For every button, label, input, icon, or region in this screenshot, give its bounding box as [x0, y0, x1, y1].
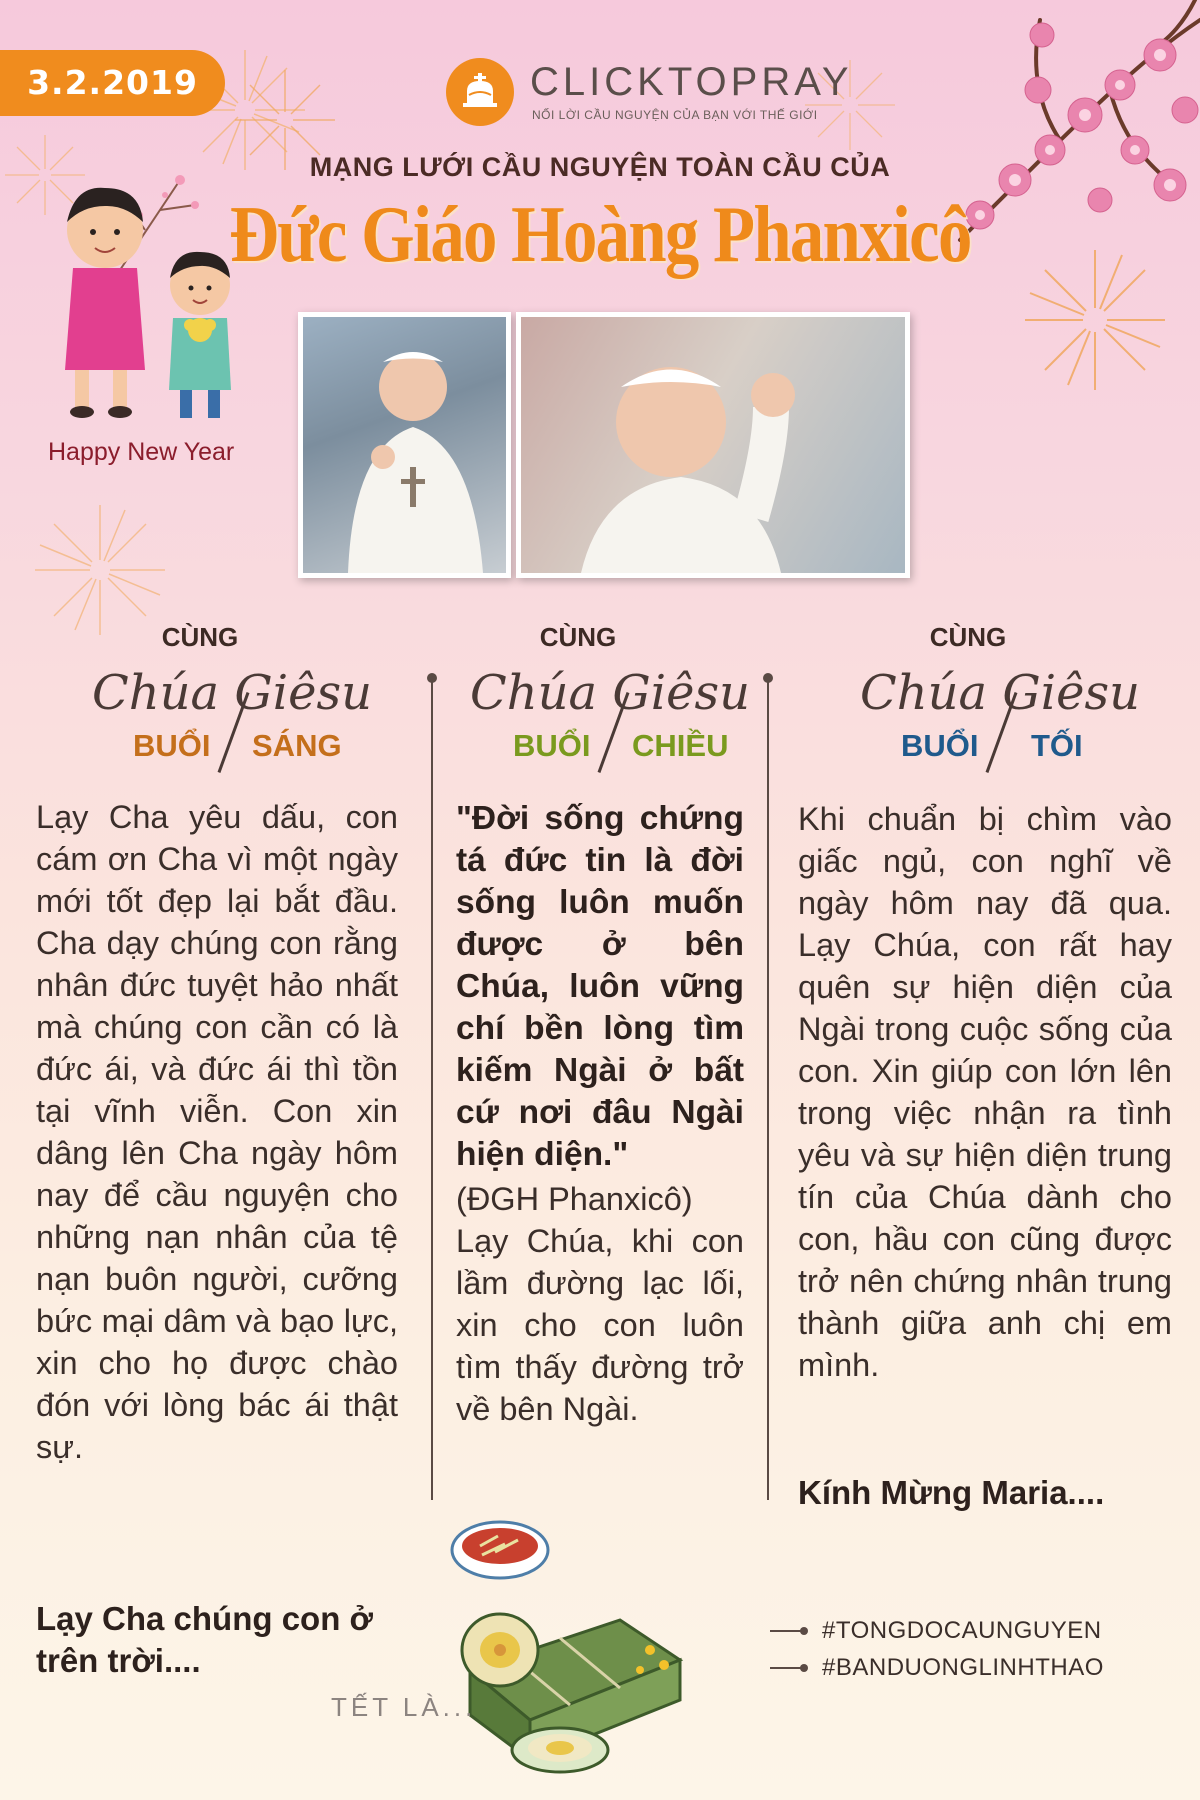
children-illustration — [45, 160, 265, 430]
col1-part1: BUỔI — [133, 728, 211, 763]
tet-label: TẾT LÀ... — [331, 1692, 477, 1722]
col2-cung: CÙNG — [539, 622, 617, 652]
network-title: MẠNG LƯỚI CẦU NGUYỆN TOÀN CẦU CỦA — [309, 152, 891, 182]
page-title: Đức Giáo Hoàng Phanxicô — [229, 191, 971, 279]
greeting-text: Happy New Year — [48, 438, 235, 466]
date-badge: 3.2.2019 — [0, 50, 225, 116]
col3-body: Khi chuẩn bị chìm vào giấc ngủ, con nghĩ về ngày hôm nay đã qua. Lạy Chúa, con rất hay quên sự hiện diện của Ngài trong cuộc sống của con. Xin giúp con lớn lên trong việc nhận ra tình yêu và sự hiện diện trung tín của Chúa dành cho con, hầu con cũng được trở nên chứng nhân trung thành giữa anh chị em mình. — [798, 801, 1172, 1383]
col3-part1: BUỔI — [901, 728, 979, 763]
brand-name: CLICKTOPRAY — [530, 60, 853, 104]
column-divider — [767, 680, 769, 1500]
col1-cung: CÙNG — [161, 622, 239, 652]
hashtag-1[interactable]: #TONGDOCAUNGUYEN — [822, 1617, 1102, 1644]
hashtag-line — [770, 1667, 805, 1669]
hashtag-line — [770, 1630, 805, 1632]
col2-part2: CHIỀU — [632, 728, 729, 763]
brand-tagline: NỐI LỜI CẦU NGUYỆN CỦA BẠN VỚI THẾ GIỚI — [532, 108, 818, 122]
col1-script-title: Chúa Giêsu — [92, 665, 373, 721]
pope-photo-thumbs-up — [298, 312, 511, 578]
col1-closing: Lạy Cha chúng con ở trên trời.... — [36, 1600, 373, 1679]
col3-closing: Kính Mừng Maria.... — [798, 1474, 1105, 1511]
column-divider — [431, 680, 433, 1500]
firework-icon — [30, 500, 170, 640]
hashtag-2[interactable]: #BANDUONGLINHTHAO — [822, 1654, 1104, 1681]
col3-script-title: Chúa Giêsu — [860, 665, 1141, 721]
col2-attribution: (ĐGH Phanxicô) — [456, 1181, 693, 1217]
col2-part1: BUỔI — [513, 728, 591, 763]
col2-quote: "Đời sống chứng tá đức tin là đời sống luôn muốn được ở bên Chúa, luôn vững chí bền lòng tìm kiếm Ngài ở bất cứ nơi đâu Ngài hiện diện." — [456, 800, 744, 1173]
banh-chung-illustration — [440, 1500, 720, 1790]
col2-body: Lạy Chúa, khi con lầm đường lạc lối, xin cho con luôn tìm thấy đường trở về bên Ngài. — [456, 1223, 744, 1427]
col3-part2: TỐI — [1031, 728, 1083, 763]
col3-cung: CÙNG — [929, 622, 1007, 652]
col1-body: Lạy Cha yêu dấu, con cám ơn Cha vì một ngày mới tốt đẹp lại bắt đầu. Cha dạy chúng con rằng nhân đức tuyệt hảo nhất mà chúng con cần có là đức ái, và đức ái thì tồn tại vĩnh viễn. Con xin dâng lên Cha ngày hôm nay để cầu nguyện cho những nạn nhân của tệ nạn buôn người, cưỡng bức mại dâm và bạo lực, xin cho họ được chào đón với lòng bác ái thật sự. — [36, 799, 398, 1465]
col1-part2: SÁNG — [252, 728, 342, 763]
col2-script-title: Chúa Giêsu — [470, 665, 751, 721]
church-logo-icon — [446, 58, 514, 126]
pope-photo-waving — [516, 312, 910, 578]
